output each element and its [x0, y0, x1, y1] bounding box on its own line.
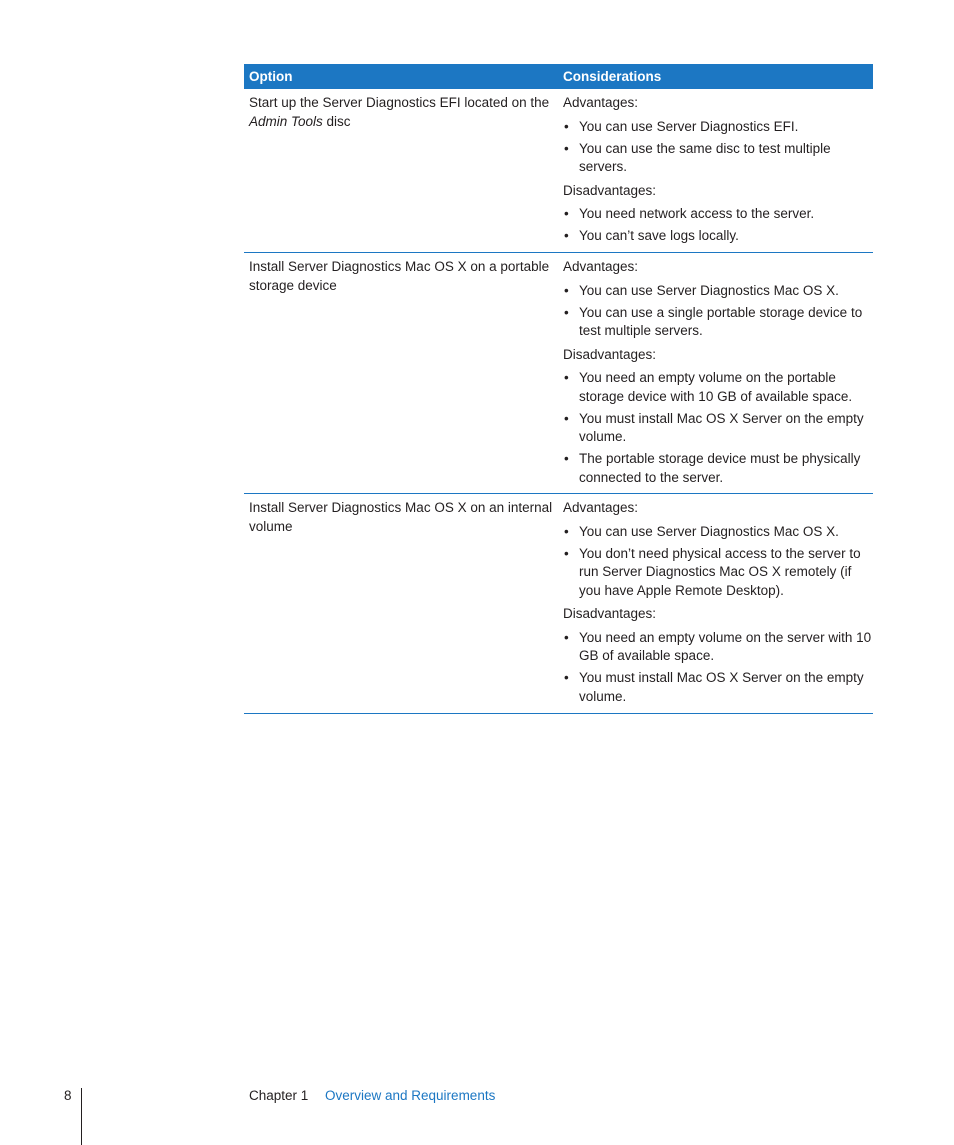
list-item: • You can use a single portable storage device to test multiple servers. — [564, 304, 863, 338]
disadvantages-list — [563, 205, 873, 246]
bullet-icon: • — [564, 523, 569, 539]
option-italic-text: Admin Tools — [249, 113, 323, 129]
bullet-icon: • — [564, 304, 569, 320]
bullet-icon: • — [564, 206, 569, 221]
list-item: • You can use Server Diagnostics Mac OS X. — [563, 282, 873, 301]
option-text: Install Server Diagnostics Mac OS X on an internal volume — [249, 500, 553, 534]
table-header — [244, 64, 873, 89]
option-cell — [244, 494, 558, 713]
page-footer — [0, 1088, 954, 1108]
advantages-label: Advantages: — [563, 95, 639, 110]
option-cell — [244, 253, 558, 493]
disadvantages-list — [563, 629, 873, 707]
list-item: • You don’t need physical access to the server to run Server Diagnostics Mac OS X remotely (if you have Apple Remote Desktop). — [564, 545, 861, 598]
bullet-icon: • — [564, 370, 569, 385]
bullet-icon: • — [564, 451, 569, 466]
advantages-list — [563, 523, 873, 601]
table-row — [244, 494, 873, 714]
list-item: • You must install Mac OS X Server on the empty volume. — [564, 670, 864, 704]
bullet-icon: • — [564, 410, 569, 426]
bullet-icon: • — [564, 670, 569, 685]
advantages-label: Advantages: — [563, 500, 639, 515]
bullet-icon: • — [564, 118, 569, 134]
considerations-cell — [558, 89, 873, 252]
chapter-title-link[interactable]: Overview and Requirements — [325, 1088, 496, 1103]
table-row — [244, 253, 873, 494]
header-considerations: Considerations — [563, 69, 662, 84]
disadvantages-label: Disadvantages: — [563, 606, 657, 621]
option-cell — [244, 89, 558, 252]
bullet-icon: • — [564, 629, 569, 645]
list-item: • You must install Mac OS X Server on the empty volume. — [564, 410, 864, 444]
chapter-label: Chapter 1 — [249, 1088, 309, 1103]
advantages-list — [563, 118, 873, 177]
advantages-list — [563, 282, 873, 341]
list-item: • You need an empty volume on the portable storage device with 10 GB of available space. — [564, 370, 853, 404]
header-option: Option — [249, 69, 293, 84]
list-item: • You can’t save logs locally. — [563, 227, 873, 246]
disadvantages-list — [563, 369, 873, 487]
list-item: • The portable storage device must be physically connected to the server. — [564, 451, 861, 485]
option-text: Start up the Server Diagnostics EFI located on the — [249, 95, 550, 110]
bullet-icon: • — [564, 228, 569, 243]
option-text-suffix: disc — [322, 113, 351, 129]
disadvantages-label: Disadvantages: — [563, 182, 657, 198]
list-item: • You need network access to the server. — [563, 205, 873, 224]
page-number: 8 — [64, 1088, 72, 1103]
bullet-icon: • — [564, 140, 569, 156]
considerations-cell — [558, 494, 873, 713]
advantages-label: Advantages: — [563, 259, 639, 274]
list-item: • You can use the same disc to test multiple servers. — [564, 140, 831, 174]
bullet-icon: • — [564, 282, 569, 298]
list-item: • You need an empty volume on the server with 10 GB of available space. — [564, 629, 872, 663]
option-text: Install Server Diagnostics Mac OS X on a portable storage device — [249, 259, 550, 293]
bullet-icon: • — [564, 545, 569, 561]
options-table — [244, 64, 873, 714]
disadvantages-label: Disadvantages: — [563, 346, 657, 362]
list-item: • You can use Server Diagnostics EFI. — [563, 118, 873, 137]
list-item: • You can use Server Diagnostics Mac OS X. — [563, 523, 873, 542]
table-row — [244, 89, 873, 253]
considerations-cell — [558, 253, 873, 493]
